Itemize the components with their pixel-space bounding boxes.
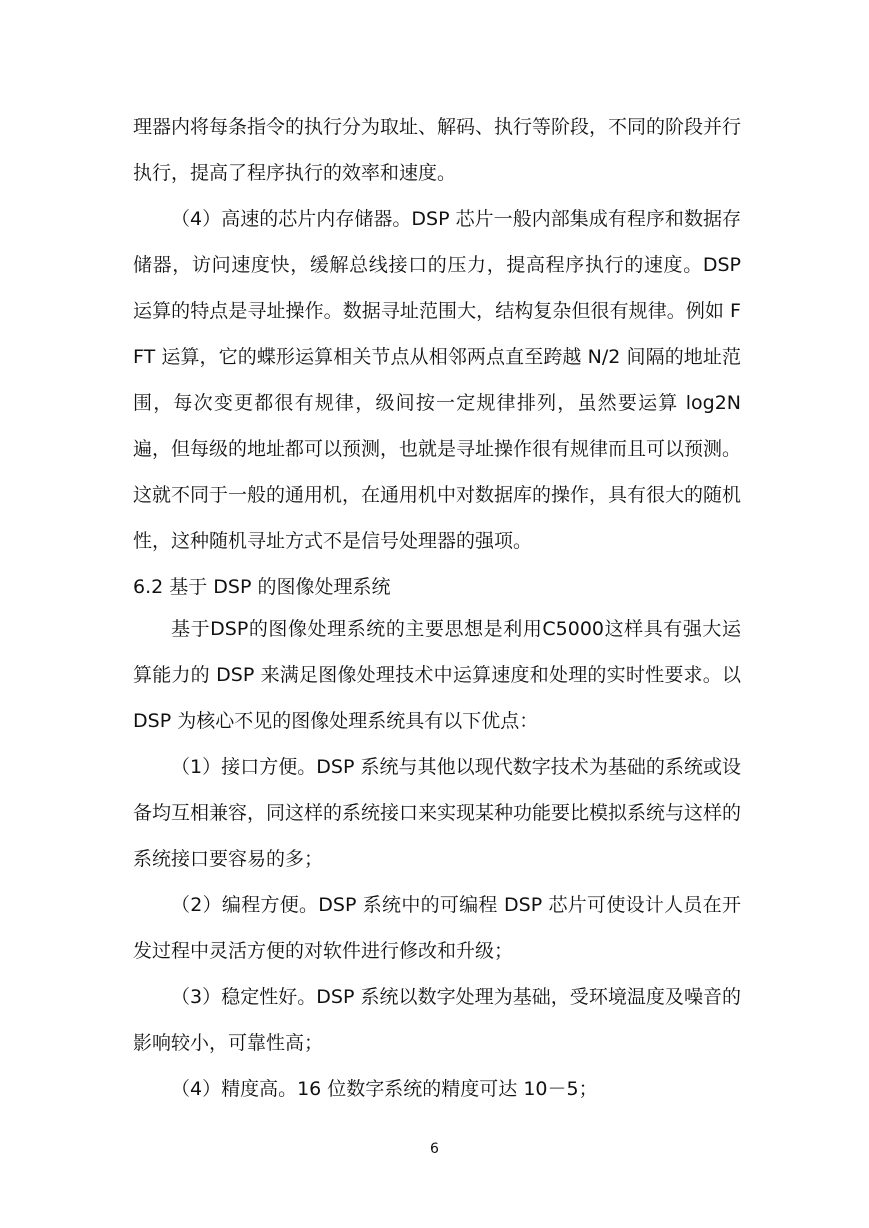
paragraph-system-intro: 基于DSP的图像处理系统的主要思想是利用C5000这样具有强大运算能力的 DSP 来满足图像处理技术中运算速度和处理的实时性要求。以 DSP 为核心不见的图像处理系统具有以下优点： [133, 618, 741, 732]
paragraph-interface: （1）接口方便。DSP 系统与其他以现代数字技术为基础的系统或设备均互相兼容，同这样的系统接口来实现某种功能要比模拟系统与这样的系统接口要容易的多； [133, 756, 742, 870]
paragraph-chip-memory: （4）高速的芯片内存储器。DSP 芯片一般内部集成有程序和数据存储器，访问速度快，缓解总线接口的压力，提高程序执行的速度。DSP 运算的特点是寻址操作。数据寻址范围大，结构复杂但很有规律。例如 FFT 运算，它的蝶形运算相关节点从相邻两点直至跨越 N/2 间隔的地址范围，每次变更都很有规律，级间按一定规律排列，虽然要运算 log2N 遍，但每级的地址都可以预测，也就是寻址操作很有规律而且可以预测。这就不同于一般的通用机，在通用机中对数据库的操作，具有很大的随机性，这种随机寻址方式不是信号处理器的强项。 [133, 208, 742, 552]
page-number: 6 [430, 1141, 439, 1157]
paragraph-continuation: 理器内将每条指令的执行分为取址、解码、执行等阶段，不同的阶段并行执行，提高了程序执行的效率和速度。 [133, 116, 742, 184]
paragraph-precision: （4）精度高。16 位数字系统的精度可达 10－5； [171, 1078, 598, 1100]
paragraph-stability: （3）稳定性好。DSP 系统以数字处理为基础，受环境温度及噪音的影响较小，可靠性高； [133, 986, 741, 1054]
paragraph-programming: （2）编程方便。DSP 系统中的可编程 DSP 芯片可使设计人员在开发过程中灵活方便的对软件进行修改和升级； [133, 894, 741, 962]
section-heading: 6.2 基于 DSP 的图像处理系统 [133, 576, 391, 598]
